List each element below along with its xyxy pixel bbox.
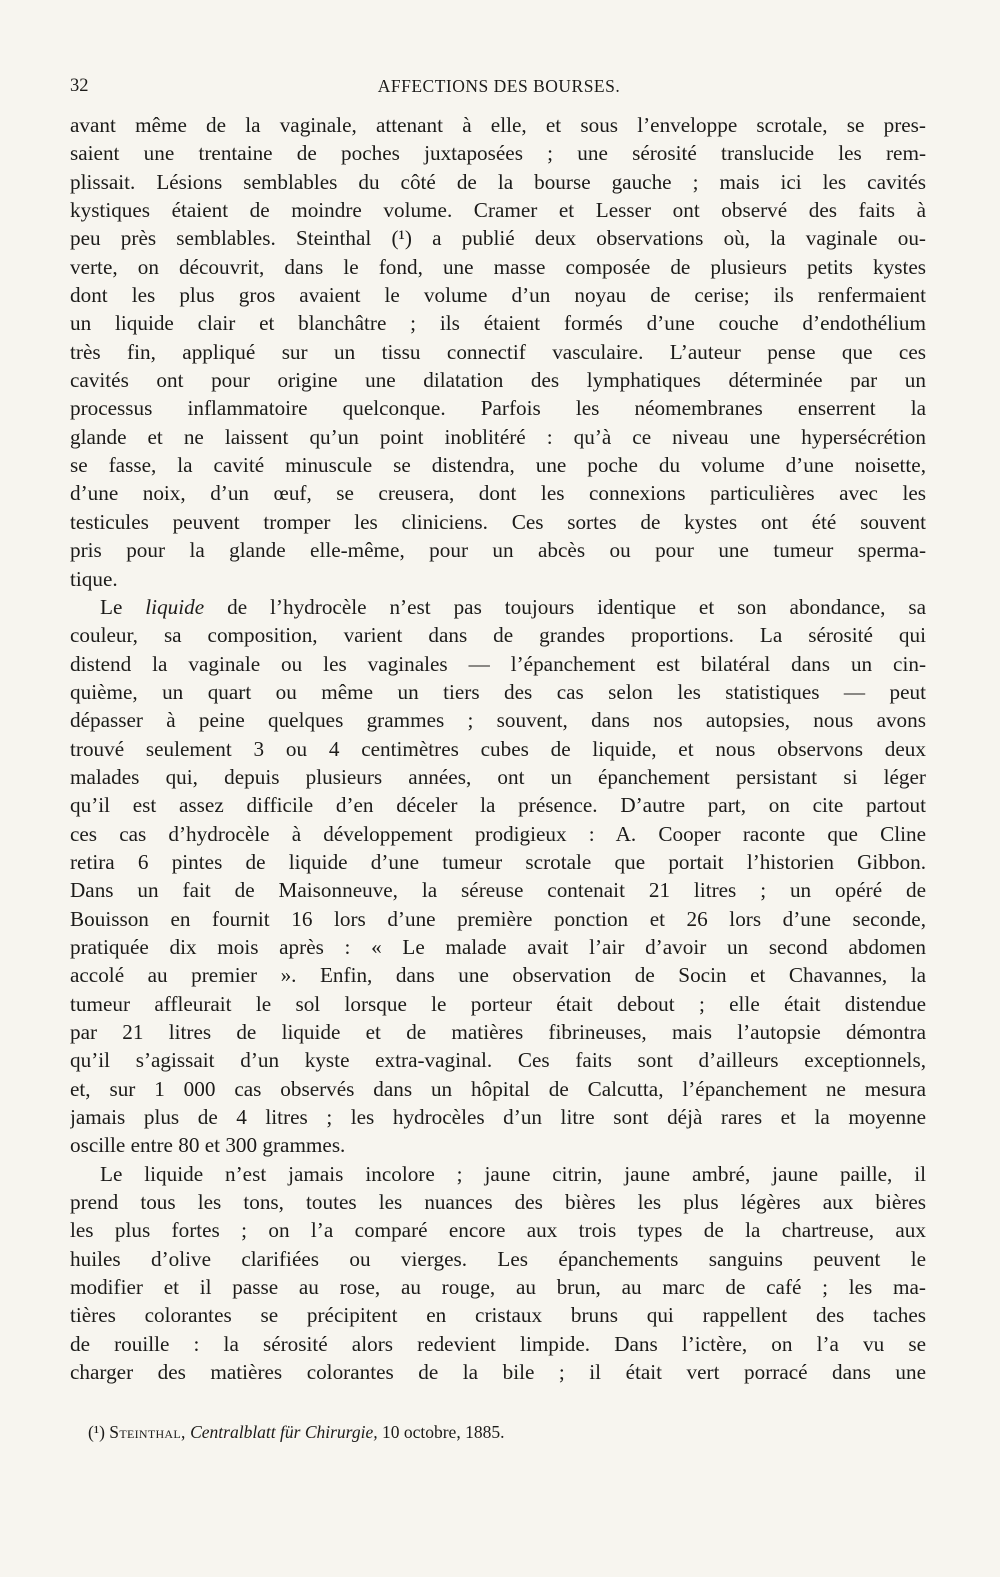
- text-line: saient une trentaine de poches juxtaposées ; une sérosité translucide les rem-: [70, 141, 926, 166]
- text-line: dépasser à peine quelques grammes ; souvent, dans nos autopsies, nous avons: [70, 708, 926, 733]
- text-line: modifier et il passe au rose, au rouge, au brun, au marc de café ; les ma-: [70, 1275, 926, 1300]
- text-line: qu’il s’agissait d’un kyste extra-vaginal. Ces faits sont d’ailleurs exceptionnels,: [70, 1048, 926, 1073]
- text-line: Dans un fait de Maisonneuve, la séreuse contenait 21 litres ; un opéré de: [70, 878, 926, 903]
- text-line: glande et ne laissent qu’un point inoblitéré : qu’à ce niveau une hypersécrétion: [70, 424, 926, 449]
- text-line: d’une noix, d’un œuf, se creusera, dont les connexions particulières avec les: [70, 481, 926, 506]
- footnote: [88, 1420, 504, 1444]
- text-line: testicules peuvent tromper les cliniciens. Ces sortes de kystes ont été souvent: [70, 509, 926, 534]
- text-line: accolé au premier ». Enfin, dans une observation de Socin et Chavannes, la: [70, 963, 926, 988]
- text-line: avant même de la vaginale, attenant à elle, et sous l’enveloppe scrotale, se pres-: [70, 113, 926, 137]
- text-line: huiles d’olive clarifiées ou vierges. Les épanchements sanguins peuvent le: [70, 1246, 926, 1271]
- body-text: [70, 111, 926, 1386]
- text-line: jamais plus de 4 litres ; les hydrocèles d’un litre sont déjà rares et la moyenne: [70, 1105, 926, 1130]
- footnote-marker: (¹): [88, 1422, 110, 1442]
- text-line: prend tous les tons, toutes les nuances des bières les plus légères aux bières: [70, 1190, 926, 1215]
- footnote-author: Steinthal,: [109, 1422, 186, 1442]
- text-line: tières colorantes se précipitent en cristaux bruns qui rappellent des taches: [70, 1303, 926, 1328]
- text-line: kystiques étaient de moindre volume. Cramer et Lesser ont observé des faits à: [70, 198, 926, 223]
- running-title: AFFECTIONS DES BOURSES.: [377, 76, 621, 96]
- italic-term: liquide: [145, 594, 205, 619]
- text-line: et, sur 1 000 cas observés dans un hôpital de Calcutta, l’épanchement ne mesura: [70, 1076, 926, 1101]
- text-line: cavités ont pour origine une dilatation des lymphatiques déterminée par un: [70, 368, 926, 393]
- text-line: distend la vaginale ou les vaginales — l’épanchement est bilatéral dans un cin-: [70, 651, 926, 676]
- text-line: se fasse, la cavité minuscule se distendra, une poche du volume d’une noisette,: [70, 453, 926, 478]
- text-line: un liquide clair et blanchâtre ; ils étaient formés d’une couche d’endothélium: [70, 311, 926, 336]
- text-line: très fin, appliqué sur un tissu connectif vasculaire. L’auteur pense que ces: [70, 339, 926, 364]
- footnote-journal: Centralblatt für Chirurgie,: [190, 1422, 378, 1442]
- paragraph-lead: Le: [100, 594, 146, 619]
- text-line: quième, un quart ou même un tiers des cas selon les statistiques — peut: [70, 679, 926, 704]
- text-line: ces cas d’hydrocèle à développement prodigieux : A. Cooper raconte que Cline: [70, 821, 926, 846]
- text-line: pratiquée dix mois après : « Le malade avait l’air d’avoir un second abdomen: [70, 934, 926, 959]
- page-header: [70, 72, 928, 100]
- text-line: dont les plus gros avaient le volume d’un noyau de cerise; ils renfermaient: [70, 283, 926, 308]
- paragraph-start-line: [70, 593, 926, 621]
- text-line: processus inflammatoire quelconque. Parfois les néomembranes enserrent la: [70, 396, 926, 421]
- page-number: 32: [70, 76, 89, 96]
- text-line: couleur, sa composition, varient dans de grandes proportions. La sérosité qui: [70, 623, 926, 648]
- text-line: par 21 litres de liquide et de matières fibrineuses, mais l’autopsie démontra: [70, 1020, 926, 1044]
- text-line: les plus fortes ; on l’a comparé encore aux trois types de la chartreuse, aux: [70, 1218, 926, 1243]
- text-line: oscille entre 80 et 300 grammes.: [70, 1133, 346, 1158]
- paragraph-start-line: Le liquide n’est jamais incolore ; jaune citrin, jaune ambré, jaune paille, il: [100, 1161, 926, 1186]
- text-line: charger des matières colorantes de la bile ; il était vert porracé dans une: [70, 1360, 926, 1385]
- text-line: tumeur affleurait le sol lorsque le porteur était debout ; elle était distendue: [70, 991, 926, 1016]
- text-line: trouvé seulement 3 ou 4 centimètres cubes de liquide, et nous observons deux: [70, 736, 926, 761]
- text-line: peu près semblables. Steinthal (¹) a publié deux observations où, la vaginale ou-: [70, 226, 926, 251]
- text-line: pris pour la glande elle-même, pour un abcès ou pour une tumeur sperma-: [70, 538, 926, 563]
- text-line: Bouisson en fournit 16 lors d’une première ponction et 26 lors d’une seconde,: [70, 906, 926, 931]
- text-line: qu’il est assez difficile d’en déceler la présence. D’autre part, on cite partout: [70, 793, 926, 818]
- text-line: de rouille : la sérosité alors redevient limpide. Dans l’ictère, on l’a vu se: [70, 1331, 926, 1356]
- text-line: tique.: [70, 566, 118, 591]
- text-line: retira 6 pintes de liquide d’une tumeur scrotale que portait l’historien Gibbon.: [70, 849, 926, 874]
- text-line: plissait. Lésions semblables du côté de la bourse gauche ; mais ici les cavités: [70, 169, 926, 194]
- text-line: verte, on découvrit, dans le fond, une masse composée de plusieurs petits kystes: [70, 254, 926, 279]
- text-line: malades qui, depuis plusieurs années, ont un épanchement persistant si léger: [70, 764, 926, 789]
- footnote-date: 10 octobre, 1885.: [377, 1422, 505, 1442]
- paragraph-rest: de l’hydrocèle n’est pas toujours identique et son abondance, sa: [227, 594, 926, 619]
